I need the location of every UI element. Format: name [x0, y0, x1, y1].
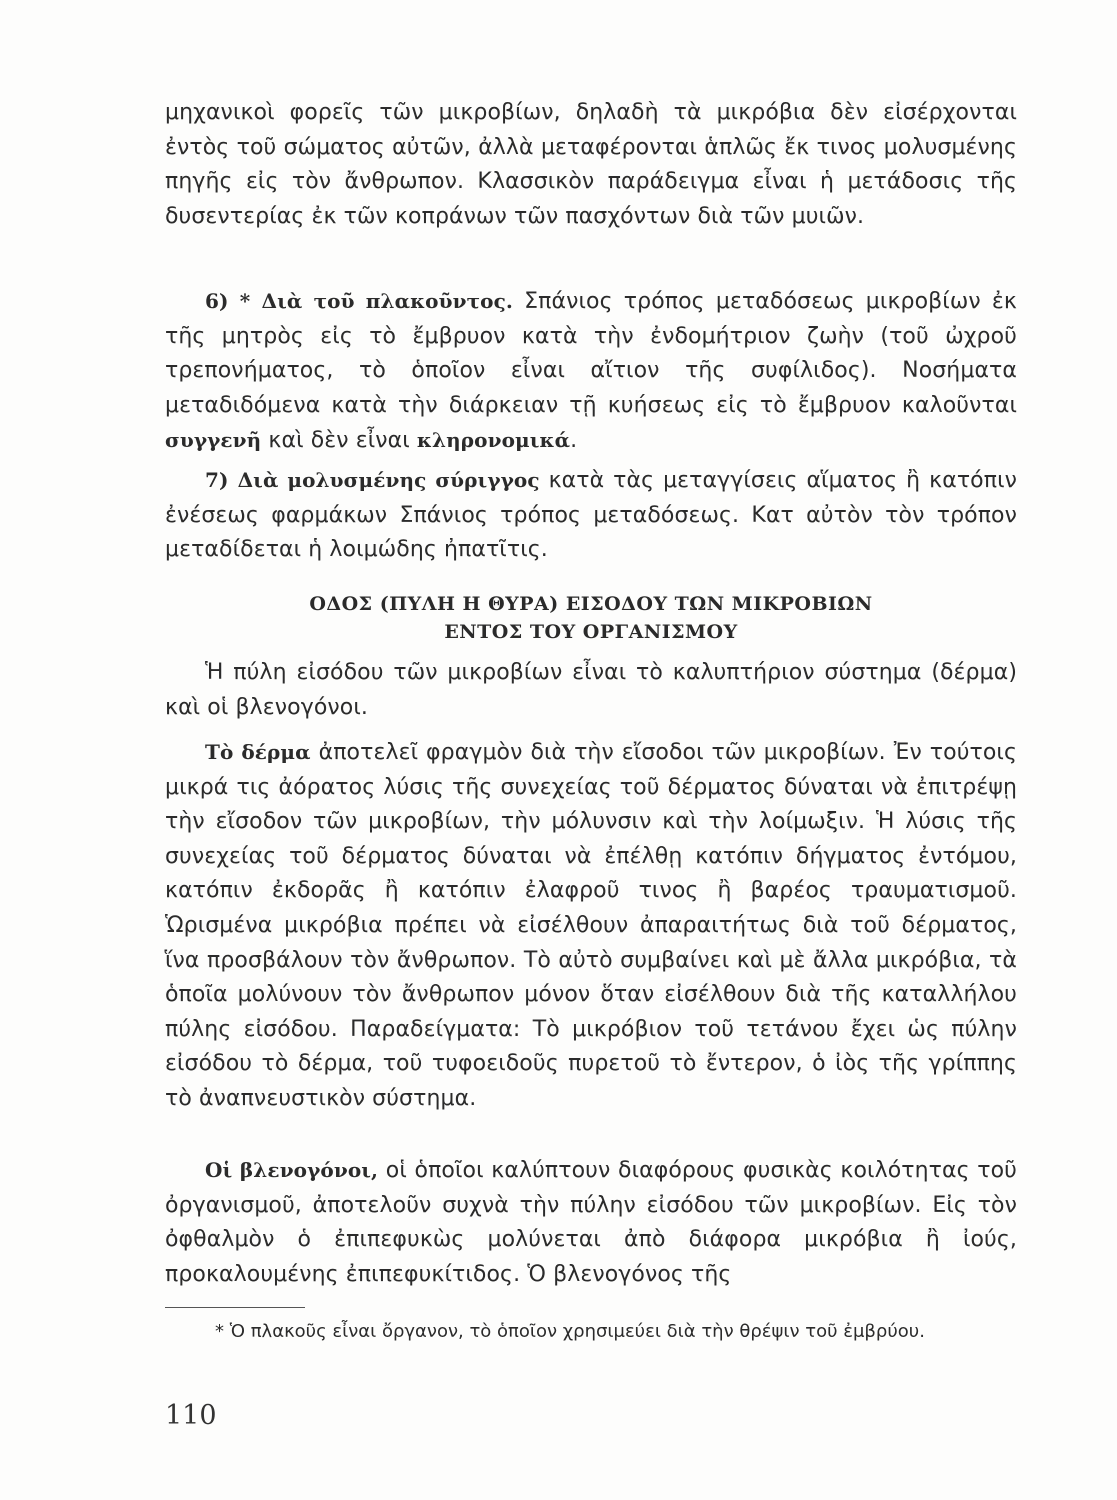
section-heading-line2: ΕΝΤΟΣ ΤΟΥ ΟΡΓΑΝΙΣΜΟΥ — [444, 621, 738, 643]
paragraph-continued: μηχανικοὶ φορεῖς τῶν μικροβίων, δηλαδὴ τὰ μικρόβια δὲν εἰσέρχονται ἐντὸς τοῦ σώματος αὐτῶν, ἀλλὰ μεταφέρονται ἁπλῶς ἔκ τινος μολυσμένης πηγῆς εἰς τὸν ἄνθρωπον. Κλασσικὸν παράδειγμα εἶναι ἡ μετάδοσις τῆς δυσεντερίας ἐκ τῶν κοπράνων τῶν πασχόντων διὰ τῶν μυιῶν. — [165, 100, 1017, 229]
bold-term-congenital: συγγενῆ — [165, 428, 262, 453]
bold-term-hereditary: κληρονομικά — [416, 428, 571, 453]
paragraph-entry-gate: Ἡ πύλη εἰσόδου τῶν μικροβίων εἶναι τὸ καλυπτήριον σύστημα (δέρμα) καὶ οἱ βλενογόνοι. — [165, 660, 1017, 720]
item-title: * Διὰ τοῦ πλακοῦντος. — [239, 289, 513, 313]
item-text: Σπάνιος τρόπος μεταδόσεως μικροβίων ἐκ τῆς μητρὸς εἰς τὸ ἔμβρυον κατὰ τὴν ἐνδομήτριον ζωὴν (τοῦ ὠχροῦ τρεπονήματος, τὸ ὁποῖον εἶναι αἴτιον τῆς συφίλιδος). Νοσήματα μεταδιδόμενα κατὰ τὴν διάρκειαν τῇ κυήσεως εἰς τὸ ἔμβρυον καλοῦνται — [165, 289, 1017, 418]
section-heading — [165, 590, 1017, 646]
paragraph-title-skin: Τὸ δέρμα — [205, 740, 311, 764]
paragraph-title-mucosa: Οἱ βλενογόνοι, — [205, 1158, 379, 1182]
paragraph-skin — [165, 735, 1017, 1117]
item-text: κατὰ τὰς μεταγγίσεις αἵματος ἢ κατόπιν ἐνέσεως φαρμάκων Σπάνιος τρόπος μεταδόσεως. Κατ αὐτὸν τὸν τρόπον μεταδίδεται ἡ λοιμώδης ἠπατῖτις. — [165, 468, 1018, 563]
section-heading-line1: ΟΔΟΣ (ΠΥΛΗ Η ΘΥΡΑ) ΕΙΣΟΔΟΥ ΤΩΝ ΜΙΚΡΟΒΙΩΝ — [309, 593, 873, 615]
paragraph-text-skin: ἀποτελεῖ φραγμὸν διὰ τὴν εἴσοδοι τῶν μικροβίων. Ἐν τούτοις μικρά τις ἀόρατος λύσις τῆς συνεχείας τοῦ δέρματος δύναται νὰ ἐπιτρέψῃ τὴν εἴσοδον τῶν μικροβίων, τὴν μόλυνσιν καὶ τὴν λοίμωξιν. Ἡ λύσις τῆς συνεχείας τοῦ δέρματος δύναται νὰ ἐπέλθῃ κατόπιν δήγματος ἐντόμου, κατόπιν ἐκδορᾶς ἢ κατόπιν ἐλαφροῦ τινος ἢ βαρέος τραυματισμοῦ. Ὡρισμένα μικρόβια πρέπει νὰ εἰσέλθουν ἀπαραιτήτως διὰ τοῦ δέρματος, ἵνα προσβάλουν τὸν ἄνθρωπον. Τὸ αὐτὸ συμβαίνει καὶ μὲ ἄλλα μικρόβια, τὰ ὁποῖα μολύνουν τὸν ἄνθρωπον μόνον ὅταν εἰσέλθουν διὰ τῆς καταλλήλου πύλης εἰσόδου. Παραδείγματα: Τὸ μικρόβιον τοῦ τετάνου ἔχει ὡς πύλην εἰσόδου τὸ δέρμα, τοῦ τυφοειδοῦς πυρετοῦ τὸ ἔντερον, ὁ ἰὸς τῆς γρίππης τὸ ἀναπνευστικὸν σύστημα. — [165, 740, 1017, 1111]
page-number: 110 — [165, 1400, 217, 1431]
footnote-divider — [165, 1307, 305, 1308]
paragraph-mucosa — [165, 1153, 1017, 1292]
footnote-text: * Ὁ πλακοῦς εἶναι ὄργανον, τὸ ὁποῖον χρησιμεύει διὰ τὴν θρέψιν τοῦ ἐμβρύου. — [215, 1321, 925, 1342]
paragraph-syringe — [165, 463, 1017, 568]
paragraph-text-mucosa: οἱ ὁποῖοι καλύπτουν διαφόρους φυσικὰς κοιλότητας τοῦ ὀργανισμοῦ, ἀποτελοῦν συχνὰ τὴν πύλην εἰσόδου τῶν μικροβίων. Εἰς τὸν ὀφθαλμὸν ὁ ἐπιπεφυκὼς μολύνεται ἀπὸ διάφορα μικρόβια ἢ ἰούς, προκαλουμένης ἐπιπεφυκίτιδος. Ὁ βλενογόνος τῆς — [165, 1158, 1017, 1287]
item-title: Διὰ μολυσμένης σύριγγος — [237, 468, 540, 492]
item-number: 7) — [205, 468, 229, 492]
paragraph-placenta — [165, 284, 1017, 459]
footnote — [165, 1318, 1017, 1346]
item-text-end: . — [570, 428, 578, 454]
item-number: 6) — [205, 289, 229, 313]
item-text-mid: καὶ δὲν εἶναι — [261, 428, 417, 454]
